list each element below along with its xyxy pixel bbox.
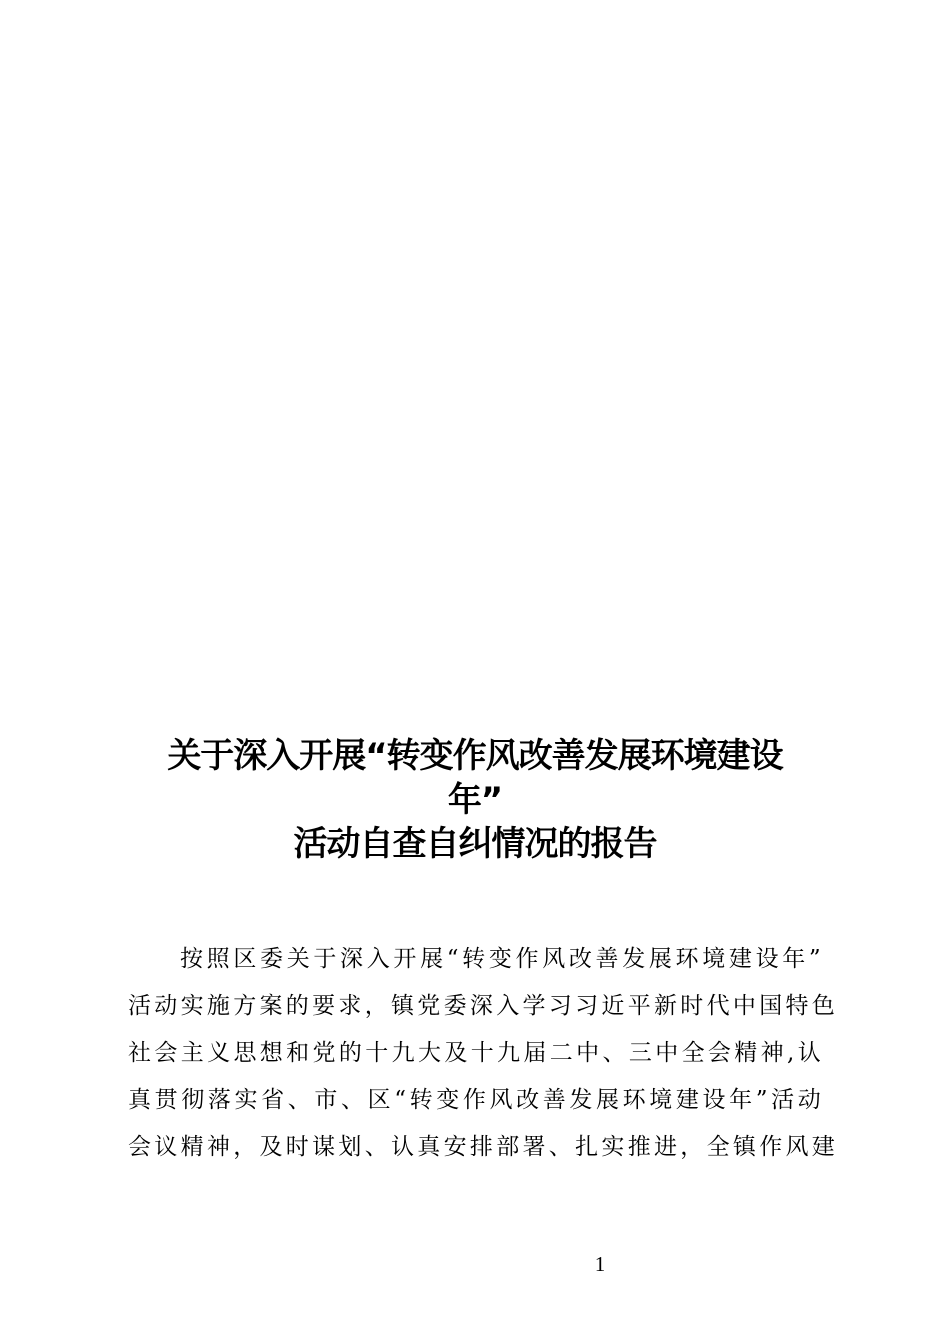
title-line-3: 活动自查自纠情况的报告 — [293, 824, 657, 864]
title-line-2: 年” — [447, 780, 503, 820]
body-paragraph — [128, 936, 839, 1171]
body-line-4: 真贯彻落实省、市、区“转变作风改善发展环境建设年”活动 — [128, 1087, 824, 1113]
title-line-1: 关于深入开展“转变作风改善发展环境建设 — [167, 736, 783, 776]
page-number: 1 — [594, 1252, 606, 1276]
body-line-3: 社会主义思想和党的十九大及十九届二中、三中全会精神,认 — [128, 1040, 824, 1066]
body-line-5: 会议精神，及时谋划、认真安排部署、扎实推进，全镇作风建 — [128, 1134, 839, 1160]
body-line-1: 按照区委关于深入开展“转变作风改善发展环境建设年” — [180, 946, 824, 972]
body-line-2: 活动实施方案的要求，镇党委深入学习习近平新时代中国特色 — [128, 993, 839, 1019]
document-title — [130, 734, 820, 866]
